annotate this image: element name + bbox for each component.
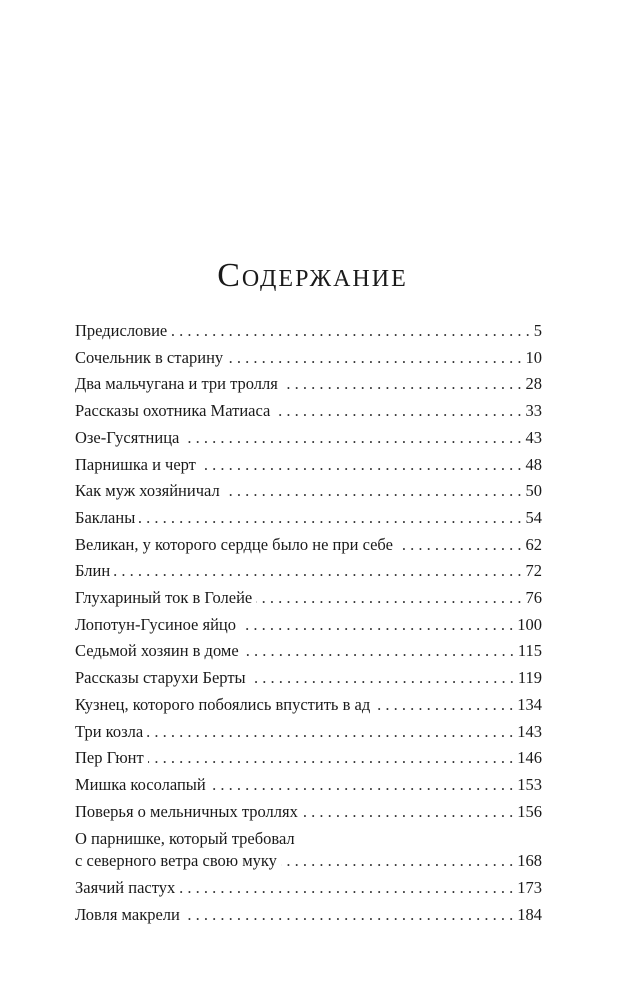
dot-leader <box>147 719 513 746</box>
dot-leader <box>210 772 514 799</box>
toc-entry <box>75 558 542 585</box>
toc-entry-title: Кузнец, которого побоялись впустить в ад <box>75 694 371 714</box>
toc-entry-page: 5 <box>533 321 542 340</box>
toc-entry-title: Ловля макрели <box>75 905 180 925</box>
toc-entry-title: Поверья о мельничных троллях <box>75 801 298 821</box>
dot-leader <box>200 452 522 479</box>
toc-entry-title: Великан, у которого сердце было не при себе <box>75 534 393 554</box>
dot-leader <box>397 532 522 559</box>
toc-entry-page: 43 <box>525 427 542 447</box>
toc-entry <box>75 902 542 929</box>
toc-entry-title-line1: О парнишке, который требовал <box>75 829 295 849</box>
toc-entry <box>75 345 542 372</box>
toc-entry-title: Озе-Гусятница <box>75 427 180 447</box>
toc-entry-page: 28 <box>525 374 542 394</box>
dot-leader <box>179 875 513 902</box>
toc-entry-title: Парнишка и черт <box>75 454 196 474</box>
toc-entry-page: 173 <box>517 878 542 898</box>
dot-leader <box>374 692 513 719</box>
toc-entry-page: 153 <box>517 774 542 794</box>
toc-entry <box>75 719 542 746</box>
toc-entry-title: Как муж хозяйничал <box>75 481 220 501</box>
toc-entry <box>75 745 542 772</box>
toc-entry-title: Блин <box>75 561 111 581</box>
toc-entry-page: 76 <box>525 588 542 608</box>
toc-entry <box>75 799 542 826</box>
dot-leader <box>114 558 521 585</box>
dot-leader <box>302 799 513 826</box>
toc-entry <box>75 772 542 799</box>
toc-entry-page: 10 <box>525 347 542 367</box>
toc-entry-title: Глухариный ток в Голейе <box>75 588 253 608</box>
toc-entry-page: 33 <box>525 401 542 421</box>
toc-entry <box>75 875 542 902</box>
toc-entry-page: 134 <box>517 694 542 714</box>
toc-entry-title: Седьмой хозяин в доме <box>75 641 239 661</box>
toc-entry-title: Три козла <box>75 721 144 741</box>
toc-entry <box>75 452 542 479</box>
toc-entry <box>75 532 542 559</box>
toc-entry-title: Два мальчугана и три тролля <box>75 374 278 394</box>
toc-entry-page: 146 <box>517 748 542 768</box>
toc-entry-title: Бакланы <box>75 507 136 527</box>
toc-entry <box>75 638 542 665</box>
toc-entry-title-line2: с северного ветра свою муку <box>75 851 277 871</box>
toc-entry-title: Мишка косолапый <box>75 774 206 794</box>
dot-leader <box>139 505 521 532</box>
toc-entry-page: 115 <box>517 641 542 661</box>
toc-entry-page: 156 <box>517 801 542 821</box>
toc-entry <box>75 318 542 345</box>
dot-leader <box>184 902 513 929</box>
dot-leader <box>240 612 513 639</box>
toc-entry-title: Рассказы старухи Берты <box>75 668 246 688</box>
toc-entry <box>75 425 542 452</box>
toc-entry-page: 119 <box>517 668 542 688</box>
toc-entry <box>75 612 542 639</box>
toc-entry <box>75 505 542 532</box>
toc-entry-page: 48 <box>525 454 542 474</box>
dot-leader <box>183 425 521 452</box>
dot-leader <box>148 745 514 772</box>
toc-entry <box>75 585 542 612</box>
toc-entry <box>75 478 542 505</box>
toc-entry <box>75 692 542 719</box>
toc-entry-title: Заячий пастух <box>75 878 176 898</box>
toc-entry-title: Сочельник в старину <box>75 347 224 367</box>
toc-entry-title: Рассказы охотника Матиаса <box>75 401 271 421</box>
toc-entry-page: 50 <box>525 481 542 501</box>
toc-entry-last-row <box>75 850 542 872</box>
dot-leader <box>171 318 530 345</box>
dot-leader <box>274 398 521 425</box>
toc-entry-title: Пер Гюнт <box>75 748 144 768</box>
toc-entry-title: Лопотун-Гусиное яйцо <box>75 614 237 634</box>
toc-entry <box>75 828 542 872</box>
dot-leader <box>250 665 514 692</box>
toc-entry-title: Предисловие <box>75 321 168 340</box>
toc-entry-page: 100 <box>517 614 542 634</box>
dot-leader <box>281 850 513 872</box>
dot-leader <box>243 638 514 665</box>
dot-leader <box>224 478 522 505</box>
toc-entry-page: 72 <box>525 561 542 581</box>
toc-entry <box>75 398 542 425</box>
table-of-contents <box>75 318 542 929</box>
dot-leader <box>227 345 521 372</box>
dot-leader <box>256 585 521 612</box>
toc-entry-page: 143 <box>517 721 542 741</box>
page-title: Содержание <box>217 257 408 294</box>
toc-entry <box>75 371 542 398</box>
toc-entry-page: 54 <box>525 507 542 527</box>
dot-leader <box>282 371 522 398</box>
toc-entry-page: 168 <box>517 851 542 871</box>
toc-entry-page: 62 <box>525 534 542 554</box>
toc-entry-page: 184 <box>517 905 542 925</box>
toc-entry <box>75 665 542 692</box>
